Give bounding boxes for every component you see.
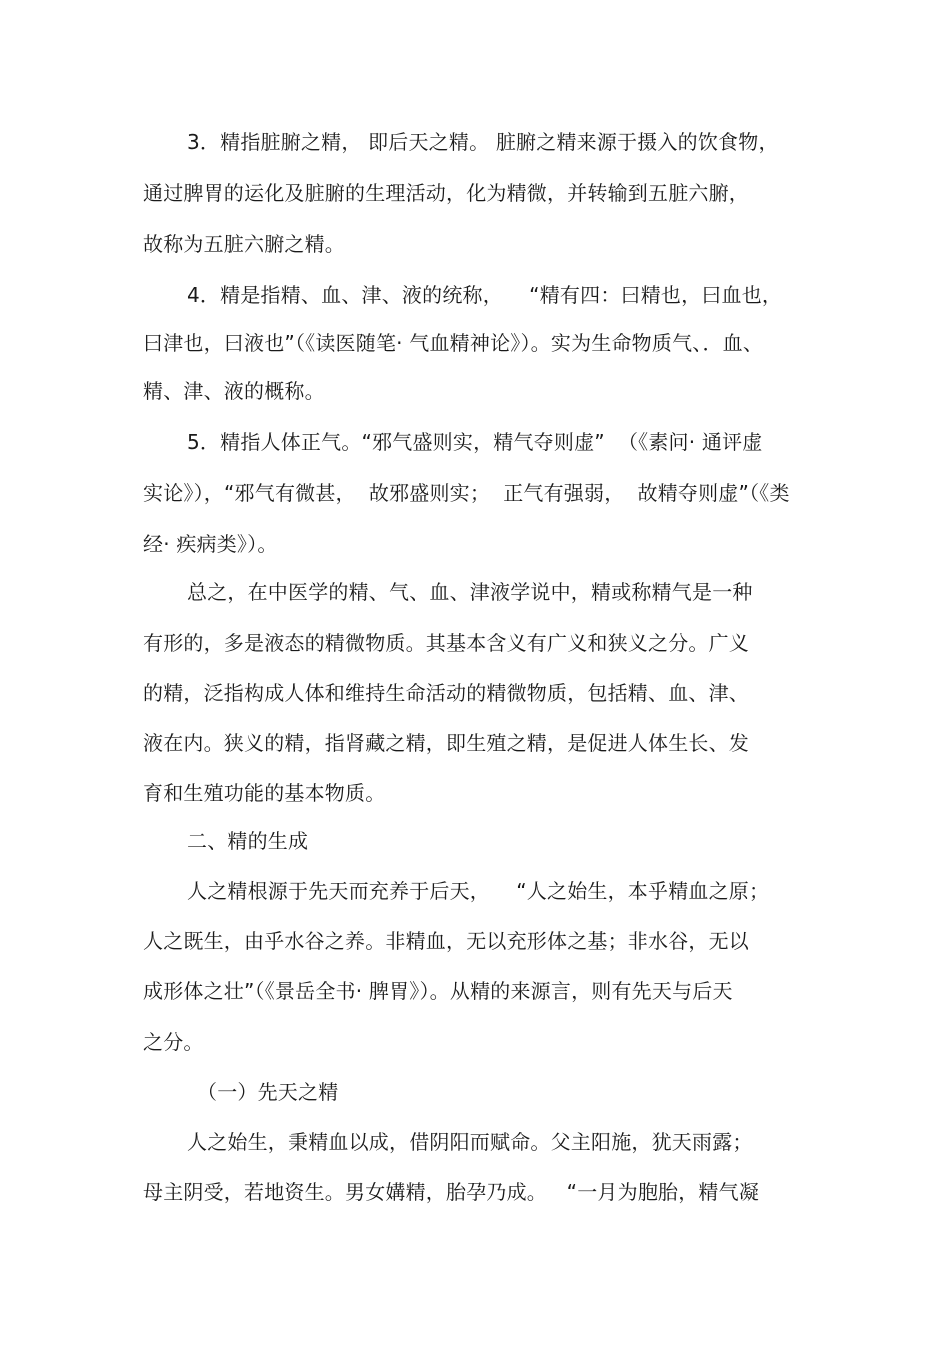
text-line: 实论》），“邪气有微甚， 故邪盛则实； 正气有强弱， 故精夺则虚”（《类 — [143, 481, 790, 505]
text-line: 4．精是指精、血、津、液的统称， “精有四：曰精也，曰血也， — [187, 283, 783, 307]
text-line: 精、津、液的概称。 — [143, 379, 325, 403]
text-line: 的精，泛指构成人体和维持生命活动的精微物质，包括精、血、津、 — [143, 681, 749, 705]
section-heading: 二、精的生成 — [187, 829, 309, 853]
text-line: 5．精指人体正气。“邪气盛则实，精气夺则虚” （《素问· 通评虚 — [187, 430, 763, 454]
text-line: 液在内。狭义的精，指肾藏之精，即生殖之精，是促进人体生长、发 — [143, 731, 749, 755]
text-line: 曰津也，曰液也”（《读医随笔· 气血精神论》）。实为生命物质气、．血、 — [143, 331, 764, 355]
text-line: 人之既生，由乎水谷之养。非精血，无以充形体之基；非水谷，无以 — [143, 929, 749, 953]
text-line: 总之，在中医学的精、气、血、津液学说中，精或称精气是一种 — [187, 580, 753, 604]
text-line: 成形体之壮”（《景岳全书· 脾胃》）。从精的来源言，则有先天与后天 — [143, 979, 733, 1003]
text-line: 之分。 — [143, 1030, 204, 1054]
subsection-heading: （一）先天之精 — [197, 1080, 339, 1104]
text-line: 故称为五脏六腑之精。 — [143, 232, 345, 256]
text-line: 育和生殖功能的基本物质。 — [143, 781, 386, 805]
text-line: 母主阴受，若地资生。男女媾精，胎孕乃成。 “一月为胞胎，精气凝 — [143, 1180, 760, 1204]
text-line: 经· 疾病类》）。 — [143, 532, 278, 556]
text-line: 通过脾胃的运化及脏腑的生理活动，化为精微，并转输到五脏六腑， — [143, 181, 749, 205]
text-line: 有形的，多是液态的精微物质。其基本含义有广义和狭义之分。广义 — [143, 631, 749, 655]
text-line: 人之始生，秉精血以成，借阴阳而赋命。父主阳施，犹天雨露； — [187, 1130, 753, 1154]
text-line: 3．精指脏腑之精， 即后天之精。 脏腑之精来源于摄入的饮食物， — [187, 130, 779, 154]
text-line: 人之精根源于先天而充养于后天， “人之始生，本乎精血之原； — [187, 879, 770, 903]
